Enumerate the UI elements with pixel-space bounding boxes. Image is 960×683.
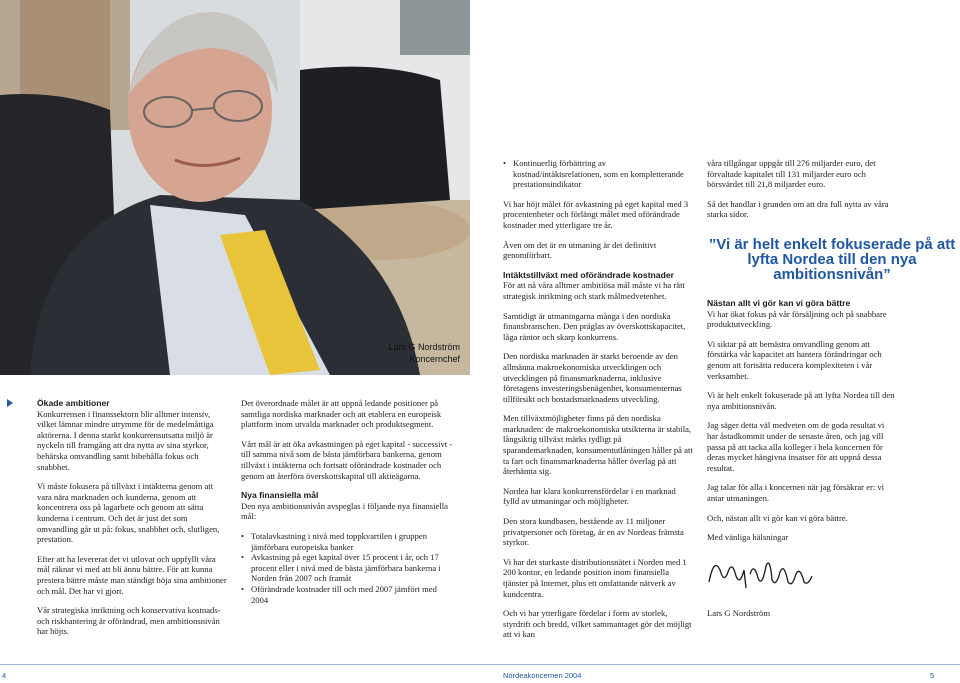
bullet-list [241, 531, 454, 605]
paragraph: Och, nästan allt vi gör kan vi göra bättre. [707, 512, 848, 523]
paragraph: Jag talar för alla i koncernen när jag försäkrar er: vi antar utmaningen. [707, 482, 885, 503]
page-number-left: 4 [2, 671, 7, 680]
paragraph: våra tillgångar uppgår till 276 miljarder euro, det förvaltade kapitalet till 131 miljarder euro och börsvärdet till 21,8 miljarder euro. [707, 158, 876, 190]
paragraph: Jag säger detta väl medveten om de goda resultat vi har åstadkommit under de senaste åren, och jag vill passa på att tacka alla kolleger i hela koncernen för deras mycket hängivna insatser för att uppnå dessa resultat. [707, 420, 885, 473]
list-item: • Totalavkastning i nivå med toppkvartilen i gruppen jämförbara europeiska banker [241, 531, 454, 552]
paragraph: Samtidigt är utmaningarna många i den nordiska finansbranschen. Den präglas av överskottskapacitet, låga räntor och skarp konkurrens. [503, 310, 686, 342]
paragraph: Vi siktar på att bemästra omvandling genom att förstärka vår kapacitet att hantera förändringar och genom att fortsätta reducera komplexiteten i vår verksamhet. [707, 338, 882, 381]
column-3 [503, 158, 693, 649]
portrait-photo [0, 0, 470, 375]
column-4 [707, 298, 897, 552]
paragraph: Nordea har klara konkurrensfördelar i en marknad fylld av utmaningar och möjligheter. [503, 485, 676, 507]
section-heading: Ökade ambitioner [37, 398, 110, 408]
paragraph: Den stora kundbasen, bestående av 11 miljoner privatpersoner och företag, är en av Nordeas främsta styrkor. [503, 516, 684, 548]
page-footer [0, 662, 960, 683]
paragraph: Men tillväxtmöjligheter finns på den nordiska marknaden: de makroekonomiska utsikterna är stabila, långsiktig tillväxt märks tydligt på sparandemarknaden, konsumentutlåningen håller på att ta fart och finansmarknaderna håller överlag på att återhämta sig. [503, 413, 693, 477]
caption-name: Lars G Nordström [388, 342, 460, 352]
caption-title: Koncernchef [409, 354, 460, 364]
section-marker-icon [7, 399, 13, 407]
paragraph: Den nya ambitionsnivån avspeglas i följande nya finansiella mål: [241, 500, 448, 522]
paragraph: Och vi har ytterligare fördelar i form av storlek, styrdrift och bredd, vilket sammantaget gör det möjligt att vi kan [503, 608, 692, 640]
paragraph: Vår strategiska inriktning och konservativa kostnads- och riskhantering är oförändrad, men ambitionsnivån har höjts. [37, 605, 221, 637]
paragraph: Vi har höjt målet för avkastning på eget kapital med 3 procentenheter och förlängt målet med oförändrade kostnader med ytterligare tre år. [503, 198, 689, 230]
bullet-list [503, 158, 693, 190]
section-heading: Intäktstillväxt med oförändrade kostnader [503, 269, 674, 280]
list-item: • Kontinuerlig förbättring av kostnad/intäktsrelationen, som en kompletterande prestationsindikator [503, 158, 693, 190]
paragraph: Vårt mål är att öka avkastningen på eget kapital - successivt - till samma nivå som de bästa jämförbara bankerna, genom tillväxt i intäkterna och fortsatt oförändrade kostnader och genom att återföra överskottskapital till aktieägarna. [241, 438, 453, 481]
paragraph: Vi måste fokusera på tillväxt i intäkterna genom att vara nära marknaden och kunderna, genom att koncentrera oss på lagarbete och genom att sätta kunderna i centrum. Och det är just det som omvandling går ut på: fokus, snabbhet och, slutligen, prestation. [37, 481, 220, 545]
list-item: • Avkastning på eget kapital över 15 procent i år, och 17 procent eller i nivå med de bästa jämförbara bankerna i Norden från 2007 och framåt [241, 552, 454, 584]
paragraph: Vi har ökat fokus på vår försäljning och på snabbare produktutveckling. [707, 308, 887, 330]
paragraph: Även om det är en utmaning är det definitivt genomförbart. [503, 239, 657, 261]
footer-rule [0, 664, 960, 665]
paragraph: Den nordiska marknaden är starkt beroende av den allmänna makroekonomiska utvecklingen och utvecklingen på finansmarknaderna, inklusive företagens investeringsbenägenhet, konsumenternas tillförsikt och bostadsmarknadens utveckling. [503, 351, 682, 404]
footer-publication: Nordeakoncernen 2004 [503, 671, 582, 680]
signature-image [706, 552, 816, 599]
paragraph: Vi har det starkaste distributionsnätet i Norden med 1 200 kontor, en ledande position inom finansiella tjänster på Internet, plus ett omfattande nätverk av kundcentra. [503, 556, 687, 599]
signoff-name: Lars G Nordström [707, 608, 771, 618]
paragraph: För att nå våra alltmer ambitiösa mål måste vi ha rätt strategisk inriktning och stark målmedvetenhet. [503, 280, 685, 301]
paragraph: Vi är helt enkelt fokuserade på att lyfta Nordea till den nya ambitionsnivån. [707, 390, 895, 411]
page-number-right: 5 [930, 671, 935, 680]
column-4-top [707, 158, 897, 229]
photo-caption [310, 341, 460, 365]
paragraph: Efter att ha levererat det vi utlovat och uppfyllt våra mål räknar vi med att bli ännu bättre. För att kunna prestera bättre måste man ständigt höja sina ambitioner och mål. Det har vi gjort. [37, 553, 227, 596]
column-2 [241, 398, 454, 614]
paragraph: Så det handlar i grunden om att dra full nytta av våra starka sidor. [707, 198, 889, 220]
list-item: • Oförändrade kostnader till och med 2007 jämfört med 2004 [241, 584, 454, 605]
column-1 [37, 398, 227, 646]
paragraph: Det överordnade målet är att uppnå ledande positioner på samtliga nordiska marknader och att etablera en europeisk plattform inom utvalda marknader och produktsegment. [241, 398, 442, 430]
pull-quote: ”Vi är helt enkelt fokuserade på att lyfta Nordea till den nya ambitionsnivån” [708, 236, 956, 283]
section-heading: Nya finansiella mål [241, 490, 319, 501]
section-heading: Nästan allt vi gör kan vi göra bättre [707, 298, 851, 308]
paragraph: Med vänliga hälsningar [707, 532, 789, 543]
paragraph: Konkurrensen i finanssektorn blir alltmer intensiv, vilket lämnar mindre utrymme för de medelmåttiga aktörerna. I denna starkt konkurrensutsatta miljö är nyckeln till framgång att dra nytta av sina styrkor, behärska omvandling samt bibehålla fokus och snabbhet. [37, 408, 214, 472]
